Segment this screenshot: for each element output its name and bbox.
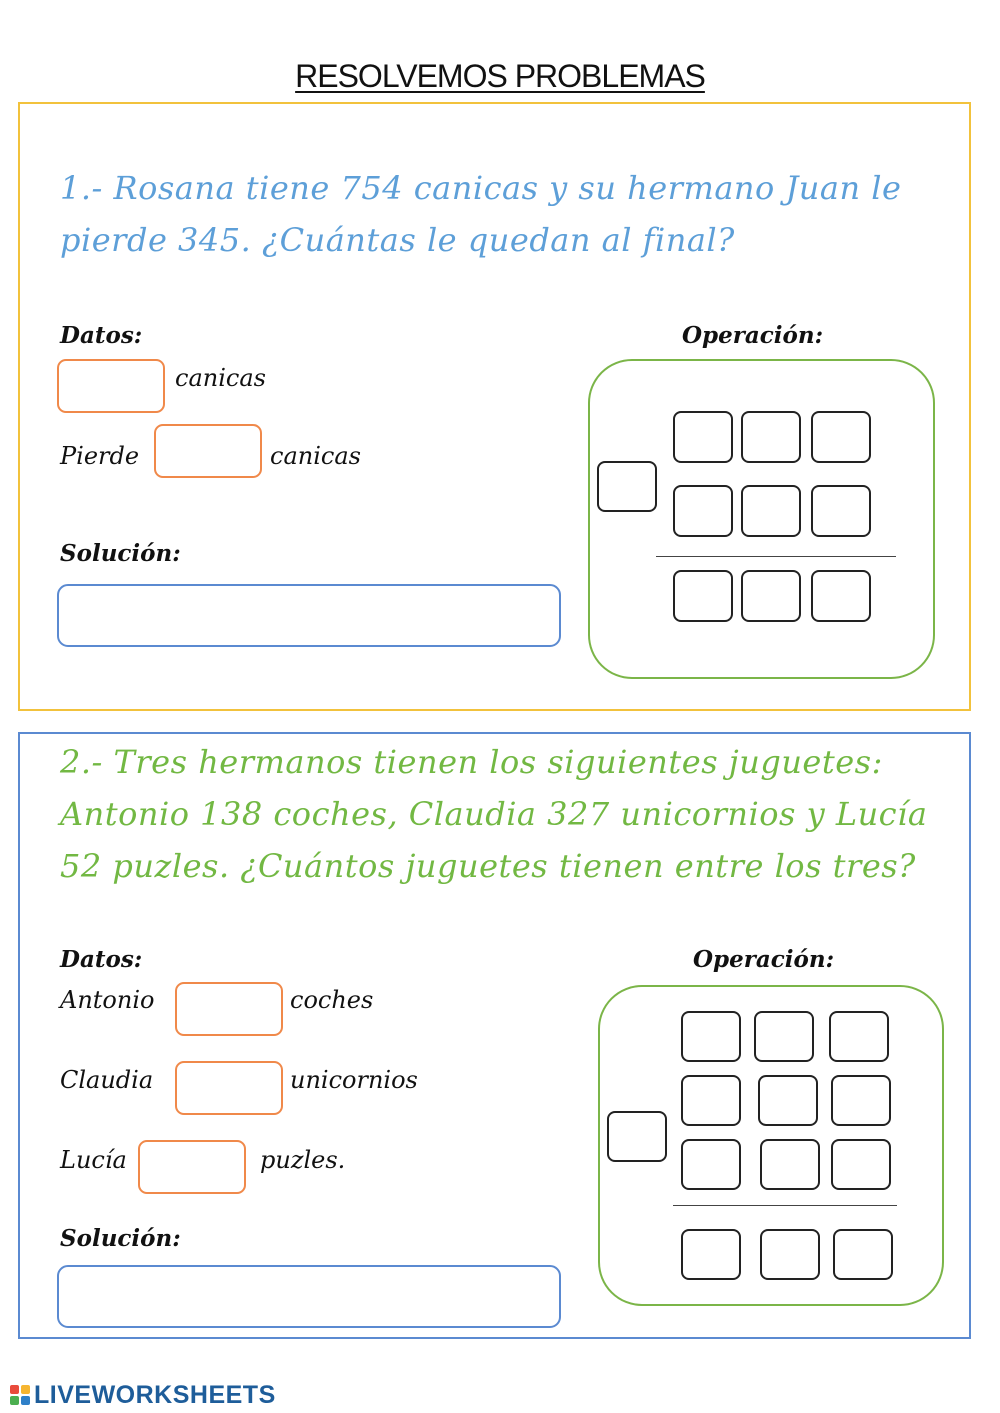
problem-1-digit-r2-c1[interactable] <box>673 485 733 537</box>
problem-2-result-digit-c3[interactable] <box>833 1229 893 1280</box>
problem-1-digit-r2-c2[interactable] <box>741 485 801 537</box>
problem-1-digit-r1-c2[interactable] <box>741 411 801 463</box>
logo-square-green <box>10 1396 19 1405</box>
problem-2-digit-r1-c3[interactable] <box>829 1011 889 1062</box>
problem-2-digit-r2-c2[interactable] <box>758 1075 818 1126</box>
problem-1-row1-unit: canicas <box>175 364 266 392</box>
problem-2-row2-label: Claudia <box>60 1066 154 1094</box>
problem-2-result-digit-c2[interactable] <box>760 1229 820 1280</box>
problem-2-operation-divider <box>673 1205 897 1206</box>
problem-2-digit-r3-c1[interactable] <box>681 1139 741 1190</box>
problem-2-digit-r3-c2[interactable] <box>760 1139 820 1190</box>
problem-1-operacion-label: Operación: <box>682 322 824 349</box>
problem-2-operacion-label: Operación: <box>693 946 835 973</box>
problem-2-row1-unit: coches <box>290 986 374 1014</box>
problem-1-result-digit-c1[interactable] <box>673 570 733 622</box>
page-title: RESOLVEMOS PROBLEMAS <box>295 58 705 94</box>
problem-1-operation-divider <box>656 556 896 557</box>
problem-1-result-digit-c3[interactable] <box>811 570 871 622</box>
problem-2-lucia-input[interactable] <box>138 1140 246 1194</box>
problem-1-digit-r1-c1[interactable] <box>673 411 733 463</box>
problem-2-claudia-input[interactable] <box>175 1061 283 1115</box>
problem-1-lost-marbles-input[interactable] <box>154 424 262 478</box>
problem-2-operator-box[interactable] <box>607 1111 667 1162</box>
problem-1-row2-unit: canicas <box>270 442 361 470</box>
problem-1-result-digit-c2[interactable] <box>741 570 801 622</box>
problem-2-result-digit-c1[interactable] <box>681 1229 741 1280</box>
problem-2-question-line-2: Antonio 138 coches, Claudia 327 unicornios y Lucía <box>60 795 928 833</box>
logo-square-red <box>10 1385 19 1394</box>
logo-square-yellow <box>21 1385 30 1394</box>
liveworksheets-logo-icon <box>10 1385 30 1405</box>
problem-1-question-line-2: pierde 345. ¿Cuántas le quedan al final? <box>60 221 735 259</box>
problem-2-solution-input[interactable] <box>57 1265 561 1328</box>
problem-2-antonio-input[interactable] <box>175 982 283 1036</box>
problem-1-total-marbles-input[interactable] <box>57 359 165 413</box>
footer-brand <box>10 1380 276 1410</box>
logo-square-blue <box>21 1396 30 1405</box>
problem-1-solucion-label: Solución: <box>60 540 181 567</box>
problem-1-digit-r1-c3[interactable] <box>811 411 871 463</box>
problem-2-digit-r2-c1[interactable] <box>681 1075 741 1126</box>
problem-2-digit-r3-c3[interactable] <box>831 1139 891 1190</box>
problem-2-question-line-1: 2.- Tres hermanos tienen los siguientes juguetes: <box>60 743 883 781</box>
problem-1-datos-label: Datos: <box>60 322 143 349</box>
problem-1-solution-input[interactable] <box>57 584 561 647</box>
problem-2-row2-unit: unicornios <box>290 1066 418 1094</box>
problem-1-digit-r2-c3[interactable] <box>811 485 871 537</box>
problem-2-digit-r1-c2[interactable] <box>754 1011 814 1062</box>
problem-2-digit-r1-c1[interactable] <box>681 1011 741 1062</box>
problem-2-row3-label: Lucía <box>60 1146 127 1174</box>
problem-1-question-line-1: 1.- Rosana tiene 754 canicas y su hermano Juan le <box>60 169 902 207</box>
problem-2-question-line-3: 52 puzles. ¿Cuántos juguetes tienen entre los tres? <box>60 847 916 885</box>
problem-2-solucion-label: Solución: <box>60 1225 181 1252</box>
problem-1-row2-label: Pierde <box>60 442 140 470</box>
problem-2-datos-label: Datos: <box>60 946 143 973</box>
problem-2-row3-unit: puzles. <box>260 1146 346 1174</box>
problem-2-row1-label: Antonio <box>60 986 155 1014</box>
problem-2-digit-r2-c3[interactable] <box>831 1075 891 1126</box>
footer-brand-text: LIVEWORKSHEETS <box>34 1380 276 1409</box>
problem-1-operator-box[interactable] <box>597 461 657 512</box>
